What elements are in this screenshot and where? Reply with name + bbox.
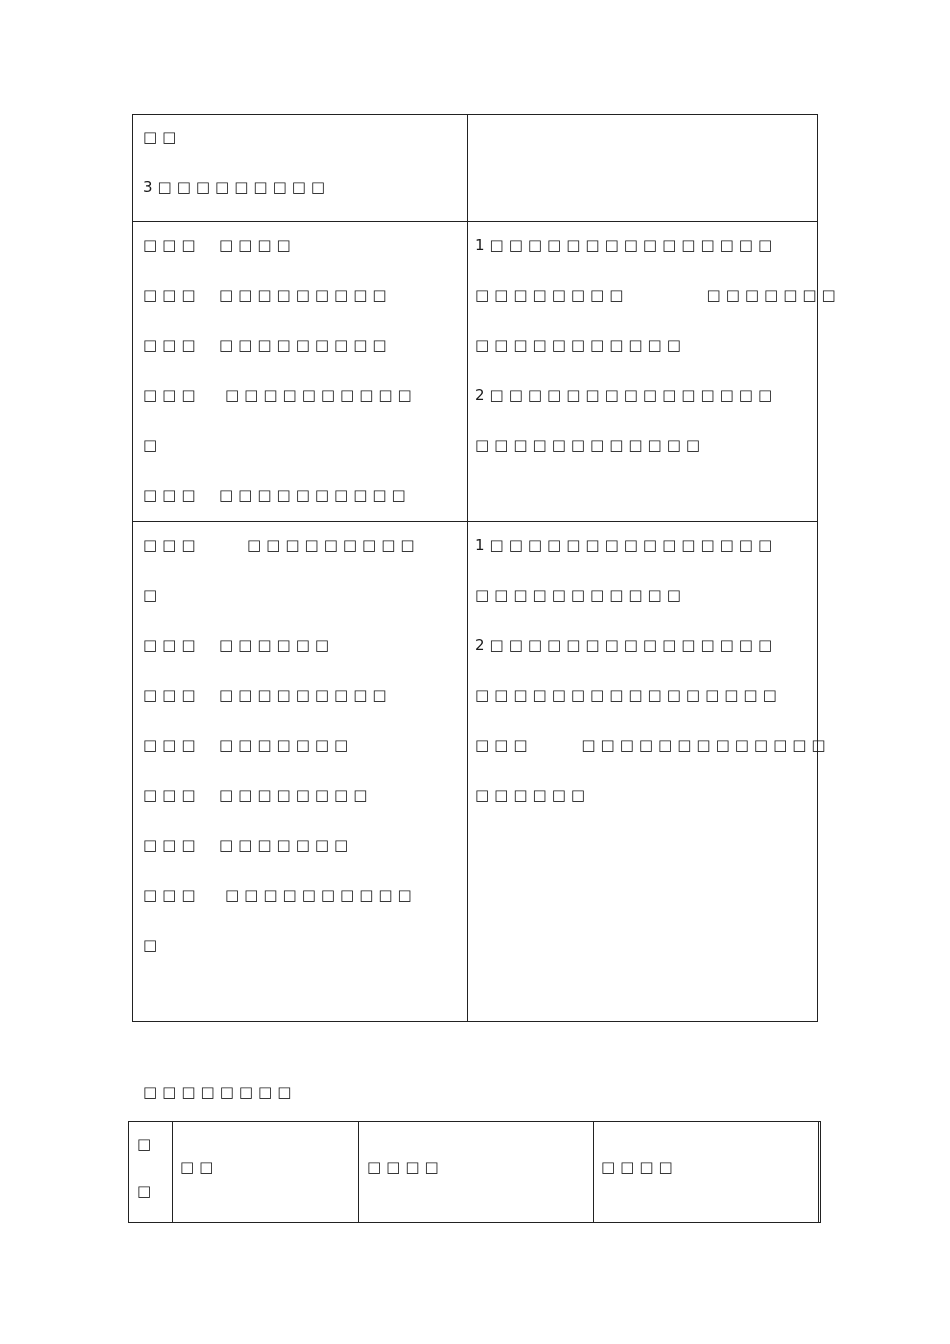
row3-left-line-8-text: □□□□□□□□□□ [225,886,417,904]
row2-left-line-4-label: □□□ [143,386,201,404]
row3-left-line-7-label: □□□ [143,836,201,854]
row3-left-line-1-text: □□□□□□□□□ [247,536,420,554]
row3-right-line-5: □□□ □□□□□□□□□□□□□ [475,736,831,754]
bottom-table-header-1: □□ [180,1158,219,1176]
row2-right-line-2: □□□□□□□□ □□□□□□□ [475,286,841,304]
main-table-col-divider [467,114,468,1022]
row2-left-line-2-text: □□□□□□□□□ [219,286,392,304]
main-table-row-divider-2 [132,521,818,522]
row2-left-line-6-text: □□□□□□□□□□ [219,486,411,504]
row3-left-line-6-text: □□□□□□□□ [219,786,373,804]
row1-left-line-1: □□ [143,128,182,146]
bottom-table-col-divider-1 [172,1121,173,1223]
row3-right-line-4: □□□□□□□□□□□□□□□□ [475,686,782,704]
row2-left-line-4-text: □□□□□□□□□□ [225,386,417,404]
bottom-table-col0-line-2: □ [137,1182,157,1200]
row2-left-line-1-text: □□□□ [219,236,296,254]
bottom-table-right-double-line [818,1121,819,1223]
row2-right-line-3: □□□□□□□□□□□ [475,336,686,354]
row3-right-line-3: 2□□□□□□□□□□□□□□□ [475,636,778,654]
section-title: □□□□□□□□ [143,1083,297,1101]
bottom-table [128,1121,821,1223]
row1-left-line-2: 3□□□□□□□□□ [143,178,331,196]
row3-left-line-8-label: □□□ [143,886,201,904]
row3-left-line-4-label: □□□ [143,686,201,704]
row2-left-line-1-label: □□□ [143,236,201,254]
row2-right-line-4: 2□□□□□□□□□□□□□□□ [475,386,778,404]
row3-left-line-9-label: □ [143,936,163,954]
row2-left-line-6-label: □□□ [143,486,201,504]
row2-left-line-5-label: □ [143,436,163,454]
row3-left-line-2-label: □ [143,586,163,604]
row3-right-line-2: □□□□□□□□□□□ [475,586,686,604]
bottom-table-col0-line-1: □ [137,1135,157,1153]
row2-right-line-1: 1□□□□□□□□□□□□□□□ [475,236,778,254]
row3-right-line-6: □□□□□□ [475,786,591,804]
row2-left-line-3-label: □□□ [143,336,201,354]
main-table-row-divider-1 [132,221,818,222]
row3-right-line-1: 1□□□□□□□□□□□□□□□ [475,536,778,554]
bottom-table-header-2: □□□□ [367,1158,444,1176]
row3-left-line-1-label: □□□ [143,536,201,554]
row3-left-line-3-label: □□□ [143,636,201,654]
row3-left-line-7-text: □□□□□□□ [219,836,354,854]
row3-left-line-5-text: □□□□□□□ [219,736,354,754]
row3-left-line-4-text: □□□□□□□□□ [219,686,392,704]
bottom-table-col-divider-3 [593,1121,594,1223]
bottom-table-header-3: □□□□ [601,1158,678,1176]
row3-left-line-5-label: □□□ [143,736,201,754]
row3-left-line-3-text: □□□□□□ [219,636,335,654]
bottom-table-col-divider-2 [358,1121,359,1223]
row3-left-line-6-label: □□□ [143,786,201,804]
row2-left-line-3-text: □□□□□□□□□ [219,336,392,354]
row2-right-line-5: □□□□□□□□□□□□ [475,436,706,454]
row2-left-line-2-label: □□□ [143,286,201,304]
